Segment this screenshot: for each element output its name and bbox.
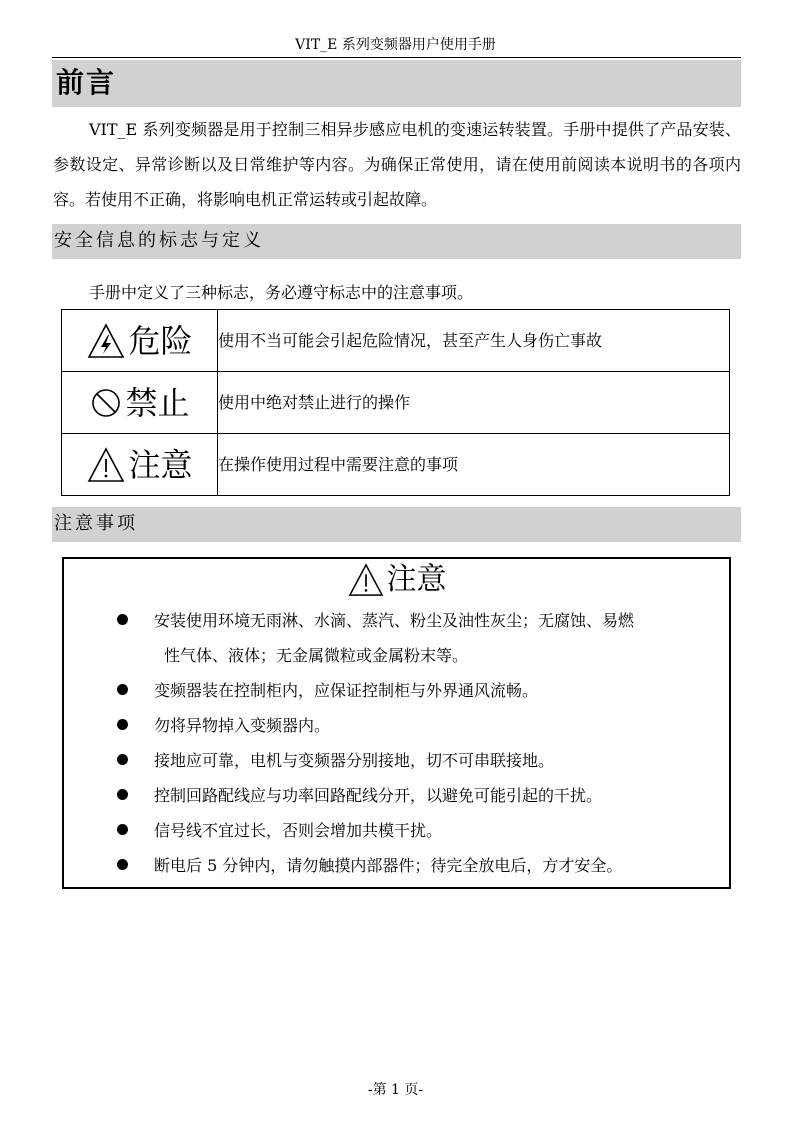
list-item [64, 673, 729, 708]
list-item [64, 708, 729, 743]
chapter-heading-bar [52, 60, 741, 107]
bullet-icon [117, 684, 128, 695]
danger-triangle-icon [86, 322, 126, 360]
chapter-title: 前言 [56, 66, 117, 99]
bullet-icon [117, 719, 128, 730]
safety-section-title: 安全信息的标志与定义 [54, 230, 264, 251]
list-item [64, 778, 729, 813]
notes-section-bar [52, 507, 741, 542]
notes-section-title: 注意事项 [54, 513, 138, 534]
sign-cell [62, 372, 218, 434]
table-row [62, 372, 730, 434]
sign-danger [62, 322, 217, 360]
prohibit-circle-icon [89, 386, 123, 420]
running-header: VIT_E 系列变频器用户使用手册 [295, 37, 496, 53]
list-item-text: 断电后 5 分钟内，请勿触摸内部器件；待完全放电后，方才安全。 [154, 856, 623, 875]
notice-heading-label: 注意 [386, 562, 447, 597]
bullet-icon [117, 754, 128, 765]
sign-cell [62, 434, 218, 496]
list-item-text: 接地应可靠，电机与变频器分别接地，切不可串联接地。 [154, 751, 555, 770]
sign-description: 使用中绝对禁止进行的操作 [218, 372, 730, 434]
sign-caution [62, 446, 217, 484]
list-item [64, 603, 729, 673]
bullet-icon [117, 614, 128, 625]
caution-triangle-icon [86, 446, 126, 484]
bullet-icon [117, 859, 128, 870]
bullet-icon [117, 789, 128, 800]
sign-description: 使用不当可能会引起危险情况，甚至产生人身伤亡事故 [218, 310, 730, 372]
intro-paragraph: VIT_E 系列变频器是用于控制三相异步感应电机的变速运转装置。手册中提供了产品安装、参数设定、异常诊断以及日常维护等内容。为确保正常使用，请在使用前阅读本说明书的各项内容。若使用不正确，将影响电机正常运转或引起故障。 [53, 120, 741, 209]
list-item [64, 813, 729, 848]
notice-box [62, 557, 731, 889]
sign-definition-table [61, 309, 730, 496]
sign-label: 注意 [128, 445, 193, 484]
caution-triangle-icon [347, 562, 385, 598]
table-row [62, 434, 730, 496]
notice-list [64, 603, 729, 883]
sign-description: 在操作使用过程中需要注意的事项 [218, 434, 730, 496]
list-item [64, 848, 729, 883]
sign-label: 危险 [128, 321, 193, 360]
list-item-text: 控制回路配线应与功率回路配线分开，以避免可能引起的干扰。 [154, 786, 603, 805]
bullet-icon [117, 824, 128, 835]
notice-heading [64, 561, 729, 599]
page-number: -第 1 页- [367, 1082, 424, 1098]
sign-cell [62, 310, 218, 372]
list-item-text: 变频器装在控制柜内，应保证控制柜与外界通风流畅。 [154, 681, 539, 700]
list-item-text: 勿将异物掉入变频器内。 [154, 716, 331, 735]
safety-lead-text: 手册中定义了三种标志，务必遵守标志中的注意事项。 [89, 283, 474, 302]
list-item-text-continued: 性气体、液体；无金属微粒或金属粉末等。 [164, 646, 469, 665]
sign-prohibit [62, 384, 217, 422]
sign-label: 禁止 [125, 383, 190, 422]
list-item [64, 743, 729, 778]
table-row [62, 310, 730, 372]
header-rule [52, 57, 741, 58]
list-item-text: 信号线不宜过长，否则会增加共模干扰。 [154, 821, 443, 840]
list-item-text: 安装使用环境无雨淋、水滴、蒸汽、粉尘及油性灰尘；无腐蚀、易燃 [154, 611, 635, 630]
safety-section-bar [52, 224, 741, 259]
